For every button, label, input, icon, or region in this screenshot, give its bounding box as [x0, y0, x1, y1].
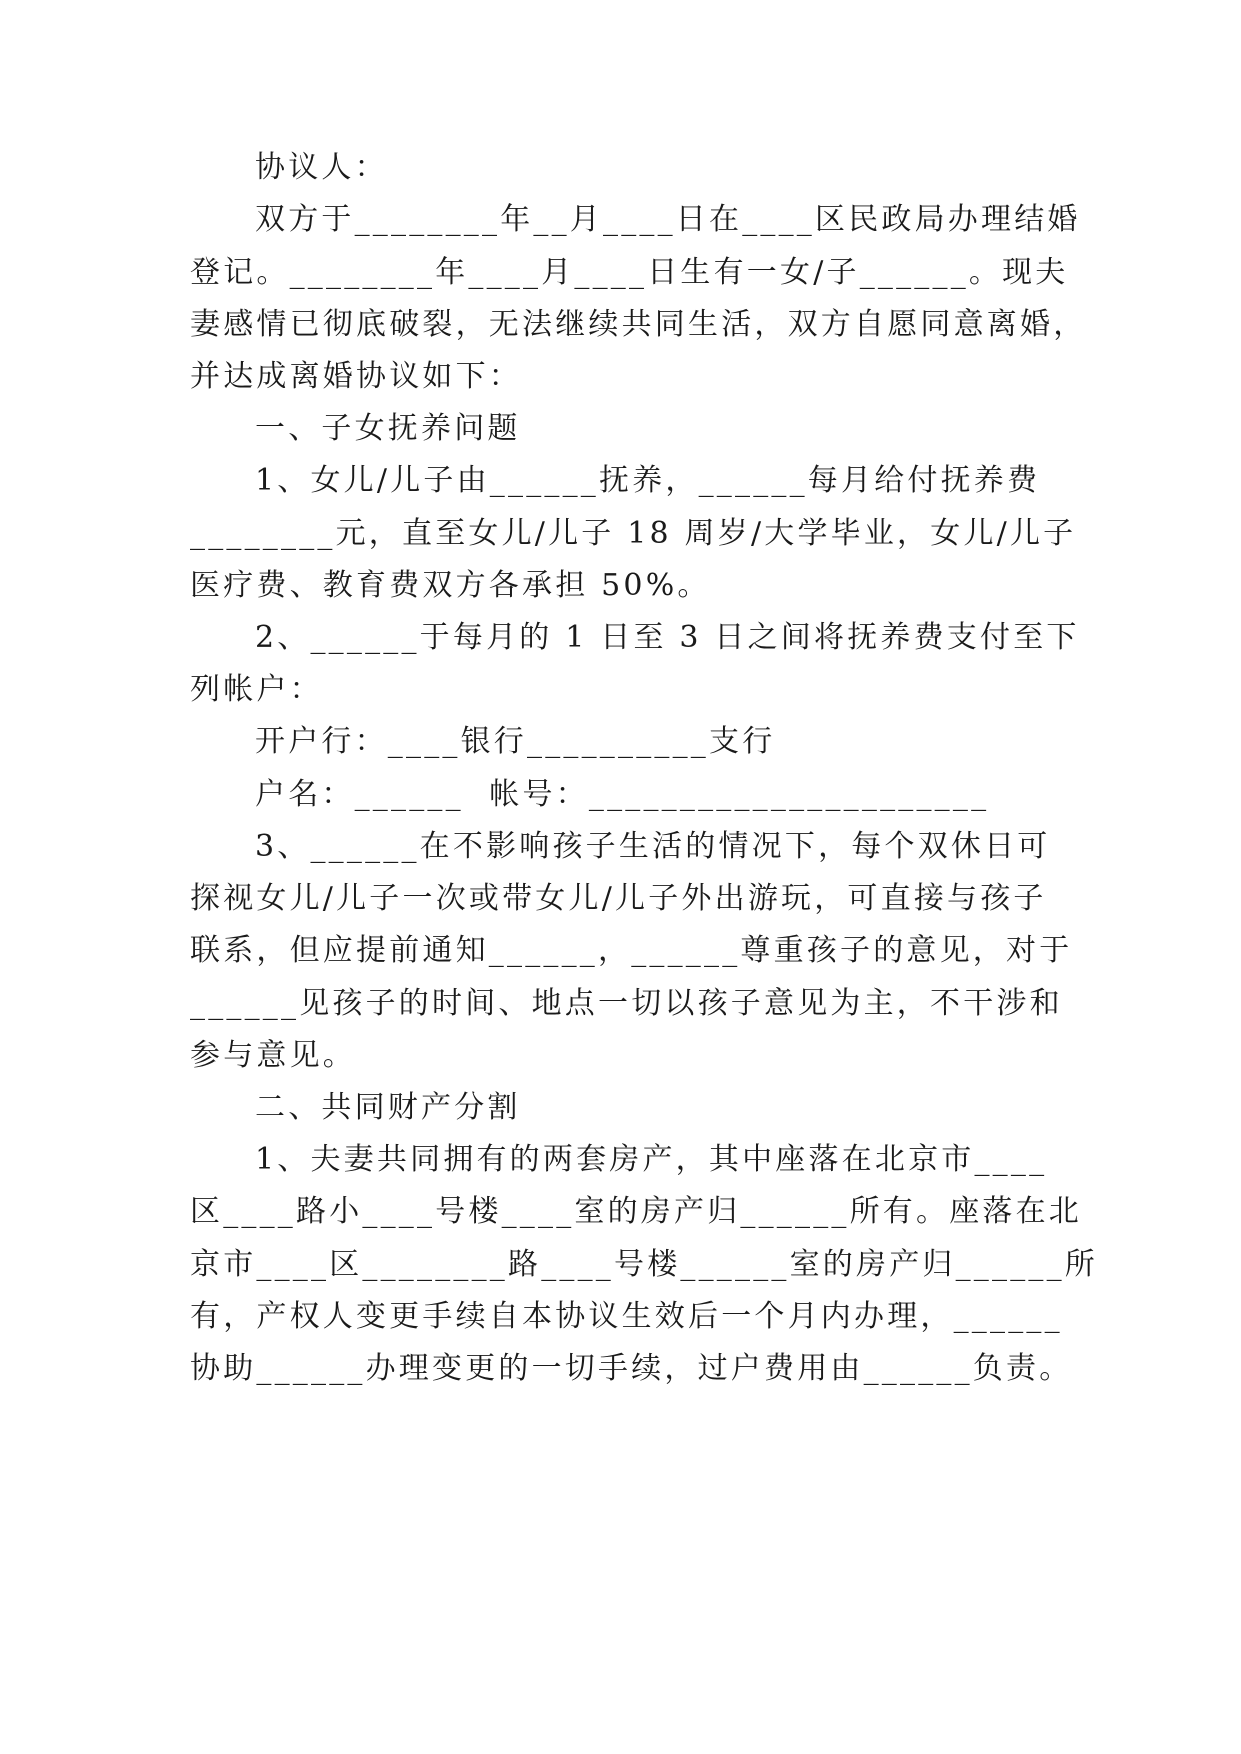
paragraph-line: ______见孩子的时间、地点一切以孩子意见为主，不干涉和 [190, 986, 1063, 1021]
paragraph-line: 有，产权人变更手续自本协议生效后一个月内办理，______ [190, 1299, 1063, 1334]
section-heading: 一、子女抚养问题 [255, 411, 521, 446]
paragraph-line: 联系，但应提前通知______，______尊重孩子的意见，对于 [190, 933, 1073, 968]
paragraph-line: 区____路小____号楼____室的房产归______所有。座落在北 [190, 1194, 1082, 1229]
paragraph-line: 京市____区________路____号楼______室的房产归______所 [190, 1247, 1098, 1282]
paragraph-line: 双方于________年__月____日在____区民政局办理结婚 [255, 202, 1081, 237]
account-field-line: 户名：______ 帐号：______________________ [255, 777, 990, 812]
paragraph-line: 3、______在不影响孩子生活的情况下，每个双休日可 [255, 829, 1051, 864]
parties-label: 协议人： [255, 150, 388, 185]
paragraph-line: 登记。________年____月____日生有一女/子______。现夫 [190, 255, 1069, 290]
paragraph-line: 2、______于每月的 1 日至 3 日之间将抚养费支付至下 [255, 620, 1080, 655]
paragraph-line: 1、女儿/儿子由______抚养，______每月给付抚养费 [255, 463, 1041, 498]
paragraph-line: 医疗费、教育费双方各承担 50%。 [190, 568, 711, 603]
paragraph-line: 探视女儿/儿子一次或带女儿/儿子外出游玩，可直接与孩子 [190, 881, 1047, 916]
paragraph-line: 1、夫妻共同拥有的两套房产，其中座落在北京市____ [255, 1142, 1048, 1177]
paragraph-line: ________元，直至女儿/儿子 18 周岁/大学毕业，女儿/儿子 [190, 516, 1077, 551]
paragraph-line: 参与意见。 [190, 1038, 356, 1073]
paragraph-line: 列帐户： [190, 672, 323, 707]
section-heading: 二、共同财产分割 [255, 1090, 521, 1125]
paragraph-line: 协助______办理变更的一切手续，过户费用由______负责。 [190, 1351, 1073, 1386]
paragraph-line: 并达成离婚协议如下： [190, 359, 522, 394]
bank-field-line: 开户行：____银行__________支行 [255, 724, 776, 759]
paragraph-line: 妻感情已彻底破裂，无法继续共同生活，双方自愿同意离婚， [190, 307, 1087, 342]
